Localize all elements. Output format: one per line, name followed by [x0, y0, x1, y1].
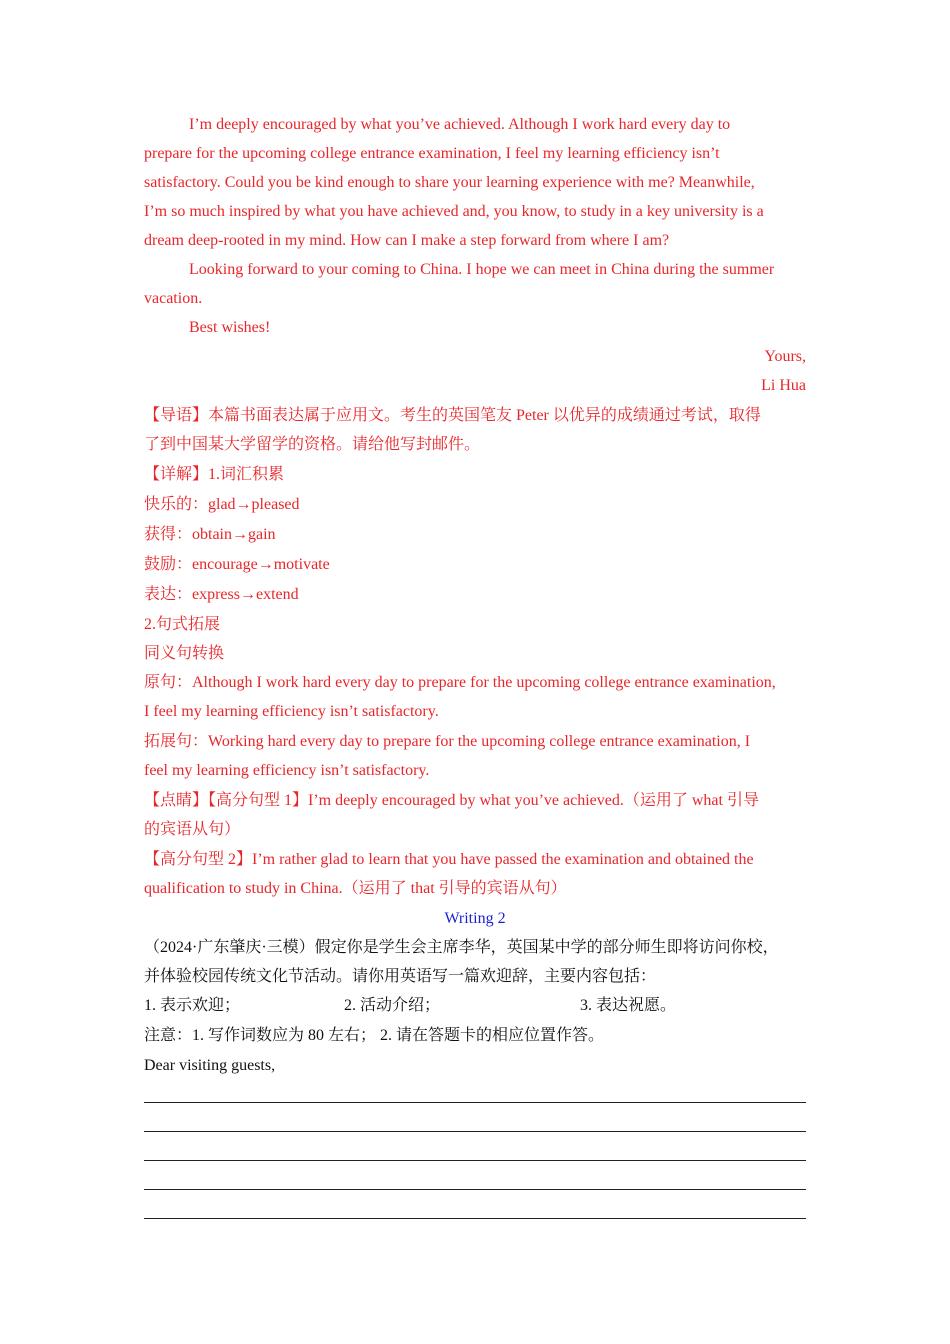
task-item: 2. 活动介绍；	[344, 997, 441, 1014]
expanded-sentence-line-2: feel my learning efficiency isn’t satisfactory.	[144, 762, 430, 779]
answer-line[interactable]	[144, 1196, 806, 1225]
analysis-detail-heading: 【详解】1.词汇积累	[144, 466, 285, 483]
writing-2-prompt-line-2: 并体验校园传统文化节活动。请你用英语写一篇欢迎辞，主要内容包括：	[144, 968, 657, 985]
highlight-1-line-2: 的宾语从句）	[144, 821, 241, 838]
task-item: 3. 表达祝愿。	[580, 997, 677, 1014]
letter-paragraph-1-line-1: I’m deeply encouraged by what you’ve achieved. Although I work hard every day to	[189, 116, 731, 133]
pattern-heading: 2.句式拓展	[144, 616, 221, 633]
vocab-item: 鼓励：encourage→motivate	[144, 556, 330, 573]
letter-sign-off: Yours,	[764, 348, 806, 365]
highlight-2-line-2: qualification to study in China.（运用了 that 引导的宾语从句）	[144, 880, 567, 897]
letter-paragraph-1-line-5: dream deep-rooted in my mind. How can I make a step forward from where I am?	[144, 232, 670, 249]
answer-line[interactable]	[144, 1138, 806, 1167]
highlight-1-line-1: 【点睛】【高分句型 1】I’m deeply encouraged by what you’ve achieved.（运用了 what 引导	[144, 792, 759, 809]
letter-paragraph-2-line-2: vacation.	[144, 290, 203, 307]
answer-line[interactable]	[144, 1080, 806, 1109]
page-content	[144, 110, 806, 1225]
pattern-subheading: 同义句转换	[144, 645, 225, 662]
letter-paragraph-1-line-4: I’m so much inspired by what you have achieved and, you know, to study in a key university is a	[144, 203, 764, 220]
highlight-2-line-1: 【高分句型 2】I’m rather glad to learn that you have passed the examination and obtained the	[144, 851, 754, 868]
writing-2-tasks	[144, 991, 806, 1020]
vocab-item: 获得：obtain→gain	[144, 526, 276, 543]
letter-closing: Best wishes!	[189, 319, 271, 336]
letter-paragraph-2-line-1: Looking forward to your coming to China. I hope we can meet in China during the summer	[189, 261, 775, 278]
analysis-intro-line-2: 了到中国某大学留学的资格。请给他写封邮件。	[144, 436, 481, 453]
original-sentence-line-2: I feel my learning efficiency isn’t satisfactory.	[144, 703, 439, 720]
writing-2-title: Writing 2	[444, 910, 506, 927]
writing-2-prompt-line-1: （2024·广东肇庆·三模）假定你是学生会主席李华，英国某中学的部分师生即将访问你校，	[144, 939, 779, 956]
writing-2-note: 注意：1. 写作词数应为 80 左右； 2. 请在答题卡的相应位置作答。	[144, 1027, 605, 1044]
analysis-intro-line-1: 【导语】本篇书面表达属于应用文。考生的英国笔友 Peter 以优异的成绩通过考试，取得	[144, 407, 761, 424]
letter-signature: Li Hua	[761, 377, 806, 394]
writing-2-salutation: Dear visiting guests,	[144, 1057, 276, 1074]
letter-paragraph-1-line-2: prepare for the upcoming college entrance examination, I feel my learning efficiency isn’t	[144, 145, 720, 162]
letter-paragraph-1-line-3: satisfactory. Could you be kind enough to share your learning experience with me? Meanwhile,	[144, 174, 755, 191]
answer-line[interactable]	[144, 1167, 806, 1196]
task-item: 1. 表示欢迎；	[144, 997, 241, 1014]
vocab-item: 快乐的：glad→pleased	[144, 496, 300, 513]
original-sentence-line-1: 原句：Although I work hard every day to prepare for the upcoming college entrance examination,	[144, 674, 776, 691]
answer-line[interactable]	[144, 1109, 806, 1138]
vocab-item: 表达：express→extend	[144, 586, 299, 603]
expanded-sentence-line-1: 拓展句：Working hard every day to prepare for the upcoming college entrance examination, I	[144, 733, 751, 750]
